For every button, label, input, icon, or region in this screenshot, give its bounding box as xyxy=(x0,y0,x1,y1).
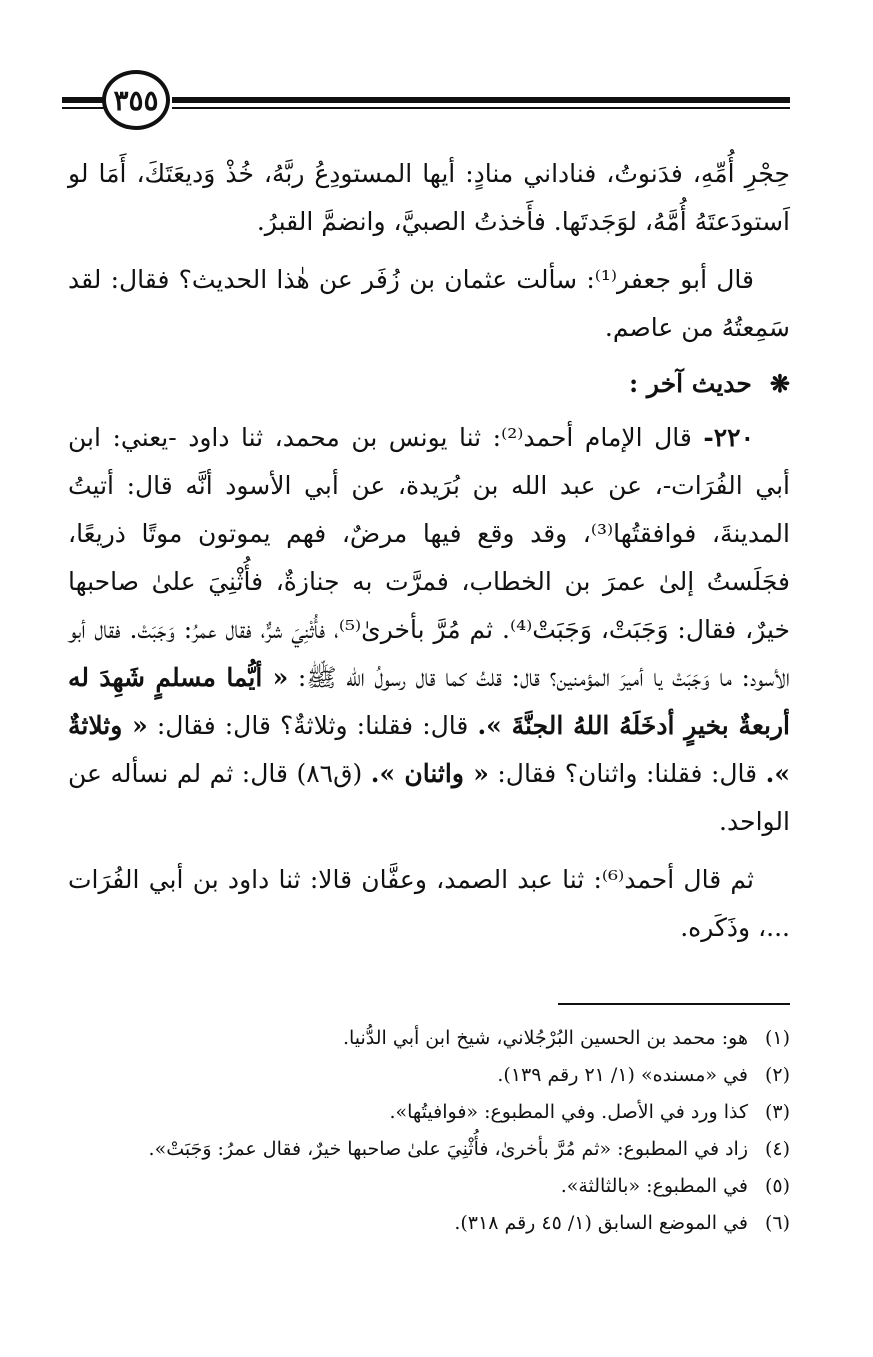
footnote-number: (٣) xyxy=(764,1101,790,1123)
footnote-text: في «مسنده» (١/ ٢١ رقم ١٣٩). xyxy=(497,1064,748,1086)
paragraph-abu-jafar: قال أبو جعفر⁽¹⁾: سألت عثمان بن زُفَر عن هٰذا الحديث؟ فقال: لقد سَمِعتُهُ من عاصم. xyxy=(68,265,790,342)
header-rule xyxy=(172,97,790,103)
footnote-number: (٢) xyxy=(764,1064,790,1086)
footnote-number: (٤) xyxy=(764,1138,790,1160)
hadith-text-a: قال الإمام أحمد⁽²⁾: ثنا يونس بن محمد، ثنا داود -يعني: ابن أبي الفُرَات-، عن عبد الله بن بُرَيدة، عن أبي الأسود أنَّه قال: أتيتُ المدينةَ، فوافقتُها⁽³⁾، وقد وقع فيها مرضٌ، فهم يموتون موتًا ذريعًا، فجَلَستُ إلىٰ عمرَ بن الخطاب، فمرَّت به جنازةٌ، فأُثْنِيَ علىٰ صاحبها خيرٌ، فقال: وَجَبَتْ، وَجَبَتْ⁽⁴⁾. ثم مُرَّ بأخرىٰ⁽⁵⁾، فأُثْنِيَ شرٌّ، فقال عمرُ: وَجَبَتْ. فقال أبو الأسود: ما وَجَبَتْ يا أميرَ المؤمنين؟ قال: قلتُ كما قال رسولُ الله ﷺ: xyxy=(68,423,790,692)
footnote-text: في المطبوع: «بالثالثة». xyxy=(560,1175,748,1197)
star-icon: ❋ xyxy=(769,369,790,398)
page-number: ٣٥٥ xyxy=(102,70,170,130)
hadith-text-c: قال: فقلنا: واثنان؟ فقال: xyxy=(497,759,758,788)
page-header xyxy=(0,70,873,134)
hadith-quote-2: « وثلاثةٌ ». xyxy=(68,711,790,788)
paragraph-continuation: حِجْرِ أُمِّهِ، فدَنوتُ، فناداني منادٍ: أيها المستودِعُ ربَّهُ، خُذْ وَديعَتَكَ، أَمَا لو اَستودَعتَهُ أُمَّهُ، لوَجَدتَها. فأَخذتُ الصبيَّ، وانضمَّ القبرُ. xyxy=(68,159,790,236)
footnote-text: هو: محمد بن الحسين البُرْجُلاني، شيخ ابن أبي الدُّنيا. xyxy=(342,1027,748,1049)
header-rule-thin xyxy=(172,107,790,109)
footnote xyxy=(60,1094,790,1131)
footnote xyxy=(60,1020,790,1057)
section-heading xyxy=(68,358,790,410)
footnote xyxy=(60,1168,790,1205)
hadith-quote-1: « أيُّما مسلمٍ شَهِدَ له أربعةٌ بخيرٍ أدخَلَهُ اللهُ الجنَّةَ ». xyxy=(68,663,790,740)
section-heading-label: حديث آخر : xyxy=(628,369,752,398)
footnote-number: (٥) xyxy=(764,1175,790,1197)
footnote-text: في الموضع السابق (١/ ٤٥ رقم ٣١٨). xyxy=(454,1212,748,1234)
footnote-text: زاد في المطبوع: «ثم مُرَّ بأخرىٰ، فأُثْنِيَ علىٰ صاحبها خيرٌ، فقال عمرُ: وَجَبَتْ». xyxy=(148,1138,748,1160)
footnote-number: (٦) xyxy=(764,1212,790,1234)
footnote xyxy=(60,1131,790,1168)
footnote xyxy=(60,1057,790,1094)
footnote xyxy=(60,1205,790,1242)
hadith-text-d: (ق٨٦) قال: ثم لم نسأله عن الواحد. xyxy=(68,759,790,836)
hadith-paragraph xyxy=(68,414,790,846)
hadith-quote-3: « واثنان ». xyxy=(370,759,489,788)
hadith-text-b: قال: فقلنا: وثلاثةٌ؟ قال: فقال: xyxy=(156,711,469,740)
footnote-number: (١) xyxy=(764,1027,790,1049)
paragraph-ahmad: ثم قال أحمد⁽⁶⁾: ثنا عبد الصمد، وعفَّان قالا: ثنا داود بن أبي الفُرَات ...، وذَكَره. xyxy=(68,865,790,942)
footnote-text: كذا ورد في الأصل. وفي المطبوع: «فوافيتُها». xyxy=(389,1101,748,1123)
footnotes xyxy=(60,1020,790,1242)
main-text xyxy=(68,150,790,952)
hadith-number: ٢٢٠- xyxy=(703,423,755,452)
footnote-separator xyxy=(558,1003,790,1005)
